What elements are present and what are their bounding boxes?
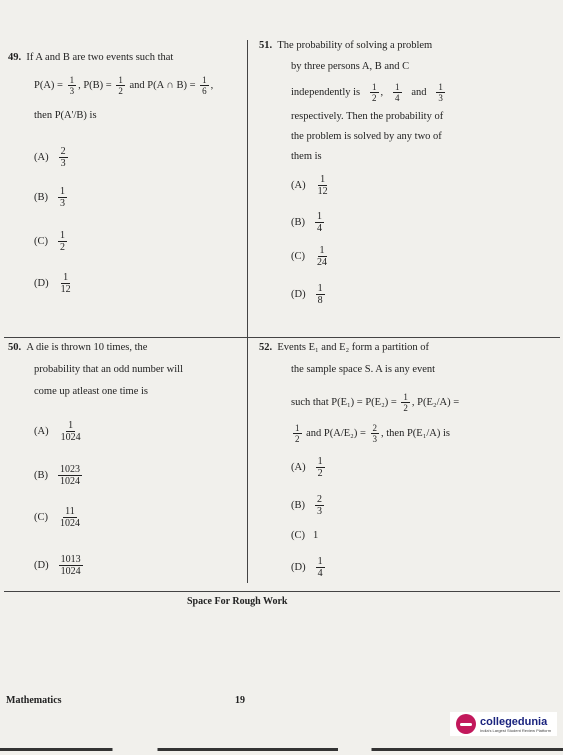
- q51-option-d[interactable]: (D) $\frac{1}{8}$: [291, 283, 323, 306]
- q52-line3: such that P(E₁) = P(E₂) = $\frac{1}{2}$ , P(E₂/A) =: [291, 392, 460, 413]
- q49-given-pb: P(B) =: [83, 79, 112, 91]
- q49-given: P(A) = $\frac{1}{3}$ , P(B) = $\frac{1}{2}$ and P(A ∩ B) = $\frac{1}{6}$ ,: [34, 75, 214, 96]
- q50-line1: 50. A die is thrown 10 times, the: [8, 342, 148, 353]
- q49-option-a[interactable]: (A) $\frac{2}{3}$: [34, 146, 66, 169]
- brand-name: collegedunia: [480, 715, 548, 728]
- q52-line2: the sample space S. A is any event: [291, 364, 436, 375]
- q50-option-a[interactable]: (A) $\frac{1}{1024}$: [34, 420, 81, 443]
- q51-line2: by three persons A, B and C: [291, 61, 410, 72]
- footer-divider: [4, 591, 560, 592]
- q50-line3: come up atleast one time is: [34, 386, 149, 397]
- q51-option-a[interactable]: (A) $\frac{1}{12}$: [291, 174, 328, 197]
- q51-line4: respectively. Then the probability of: [291, 111, 444, 122]
- q51-line3: independently is $\frac{1}{2}$ , $\frac{1}{4}$ and $\frac{1}{3}$: [291, 82, 443, 103]
- q49-option-d[interactable]: (D) $\frac{1}{12}$: [34, 272, 71, 295]
- q52-option-c[interactable]: (C) 1: [291, 530, 319, 541]
- q52-line4: $\frac{1}{2}$ and P(A/E₂) = $\frac{2}{3}$ , then P(E₁/A) is: [295, 423, 450, 444]
- q51-option-c[interactable]: (C) $\frac{1}{24}$: [291, 245, 327, 268]
- q50-option-c[interactable]: (C) $\frac{11}{1024}$: [34, 506, 80, 529]
- brand-tagline: India's Largest Student Review Platform: [480, 727, 552, 733]
- q49-text: If A and B are two events such that: [26, 52, 174, 63]
- q50-number: 50.: [8, 342, 22, 353]
- subject-label: Mathematics: [6, 695, 62, 706]
- q49-number: 49.: [8, 52, 22, 63]
- q51-line6: them is: [291, 151, 322, 162]
- q50-option-b[interactable]: (B) $\frac{1023}{1024}$: [34, 464, 80, 487]
- q49-given-and: and P(A ∩ B) =: [129, 79, 196, 91]
- q52-option-b[interactable]: (B) $\frac{2}{3}$: [291, 494, 322, 517]
- brand-watermark[interactable]: [450, 712, 557, 736]
- page-number: 19: [235, 695, 245, 706]
- q50-line2: probability that an odd number will: [34, 364, 184, 375]
- q49-frac-pb: $\frac{1}{2}$: [118, 75, 123, 96]
- column-divider: [247, 40, 248, 583]
- q51-number: 51.: [259, 40, 273, 51]
- q49-find: then P(A'/B) is: [34, 110, 97, 121]
- q49-frac-pa: $\frac{1}{3}$: [69, 75, 75, 96]
- q52-option-d[interactable]: (D) $\frac{1}{4}$: [291, 556, 323, 579]
- rough-work-label: Space For Rough Work: [187, 596, 288, 607]
- q49-stem: [8, 52, 173, 63]
- row-divider: [4, 337, 560, 338]
- q50-option-d[interactable]: (D) $\frac{1013}{1024}$: [34, 554, 81, 577]
- q51-line5: the problem is solved by any two of: [291, 131, 442, 142]
- q49-given-pa: P(A) =: [34, 79, 63, 91]
- q49-frac-pab: $\frac{1}{6}$: [202, 75, 207, 96]
- q52-line1: 52. Events E₁ and E₂ form a partition of: [259, 342, 430, 353]
- q52-number: 52.: [259, 342, 273, 353]
- q51-option-b[interactable]: (B) $\frac{1}{4}$: [291, 211, 322, 234]
- q49-option-c[interactable]: (C) $\frac{1}{2}$: [34, 230, 65, 253]
- page-bottom-edge: [0, 748, 563, 751]
- q51-line1: 51. The probability of solving a problem: [259, 40, 433, 51]
- brand-logo-icon: [456, 714, 476, 734]
- q49-option-b[interactable]: (B) $\frac{1}{3}$: [34, 186, 65, 209]
- q52-option-a[interactable]: (A) $\frac{1}{2}$: [291, 456, 323, 479]
